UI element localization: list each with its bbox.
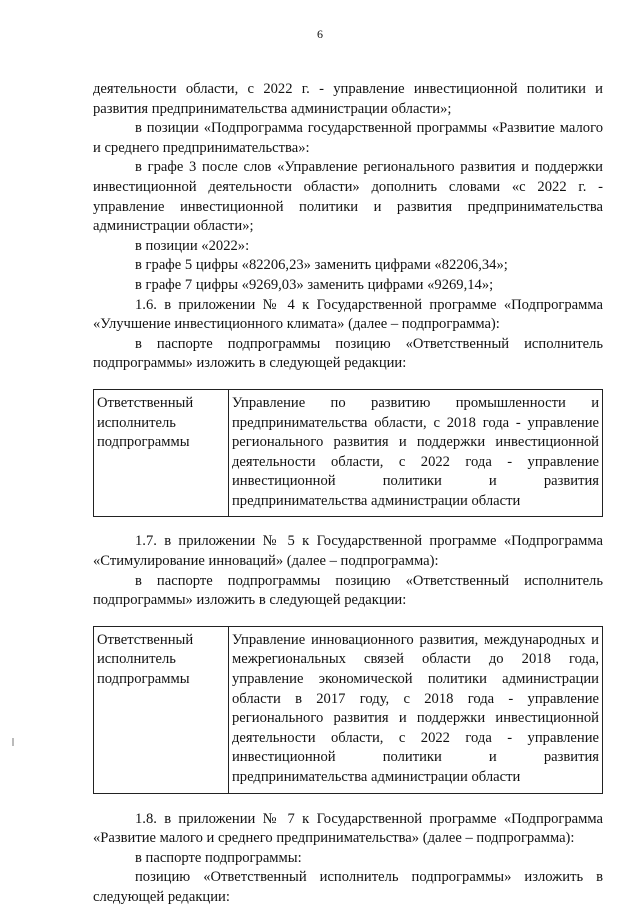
table-cell-value: Управление инновационного развития, международных и межрегиональных связей области до 2018 года, управление экономической политики администрации области в 2017 году, с 2018 года - управление регионального развития и поддержки инвестиционной деятельности области, с 2022 года - управление инвестиционной политики и развития предпринимательства администрации области: [229, 626, 603, 793]
paragraph: в позиции «Подпрограмма государственной программы «Развитие малого и среднего предпринимательства»:: [93, 120, 603, 156]
paragraph: позицию «Ответственный исполнитель подпрограммы» изложить в следующей редакции:: [93, 869, 603, 905]
paragraph: деятельности области, с 2022 г. - управление инвестиционной политики и развития предпринимательства администрации области»;: [93, 81, 603, 117]
table-row: [94, 389, 603, 517]
table-cell-value: Управление по развитию промышленности и предпринимательства области, с 2018 года - управление регионального развития и поддержки инвестиционной деятельности области, с 2022 года - управление инвестиционной политики и развития предпринимательства администрации области: [229, 389, 603, 517]
passport-table-wrapper: [93, 626, 603, 794]
paragraph: в паспорте подпрограммы:: [135, 849, 302, 866]
paragraph: в паспорте подпрограммы позицию «Ответственный исполнитель подпрограммы» изложить в следующей редакции:: [93, 335, 603, 372]
document-body: [93, 80, 603, 908]
paragraph: 1.7. в приложении № 5 к Государственной программе «Подпрограмма «Стимулирование инноваций» (далее – подпрограмма):: [93, 533, 603, 570]
table-cell-label: Ответственный исполнитель подпрограммы: [94, 626, 229, 793]
paragraph: в паспорте подпрограммы позицию «Ответственный исполнитель подпрограммы» изложить в следующей редакции:: [93, 572, 603, 609]
passport-table-2: [93, 626, 603, 794]
passport-table-1: [93, 389, 603, 518]
paragraph: в позиции «2022»:: [135, 237, 250, 254]
paragraph: 1.8. в приложении № 7 к Государственной программе «Подпрограмма «Развитие малого и среднего предпринимательства» (далее – подпрограмма):: [93, 810, 603, 847]
paragraph: в графе 7 цифры «9269,03» заменить цифрами «9269,14»;: [135, 276, 494, 293]
paragraph: 1.6. в приложении № 4 к Государственной программе «Подпрограмма «Улучшение инвестиционного климата» (далее – подпрограмма):: [93, 296, 603, 333]
table-row: [94, 626, 603, 793]
table-cell-label: Ответственный исполнитель подпрограммы: [94, 389, 229, 517]
paragraph: в графе 3 после слов «Управление регионального развития и поддержки инвестиционной деятельности области» дополнить словами «с 2022 г. - управление инвестиционной политики и развития предпринимательства администрации области»;: [93, 159, 603, 235]
passport-table-wrapper: [93, 389, 603, 518]
page-number: 6: [317, 27, 323, 41]
scan-margin-mark: [12, 738, 14, 746]
paragraph: в графе 5 цифры «82206,23» заменить цифрами «82206,34»;: [135, 257, 508, 274]
